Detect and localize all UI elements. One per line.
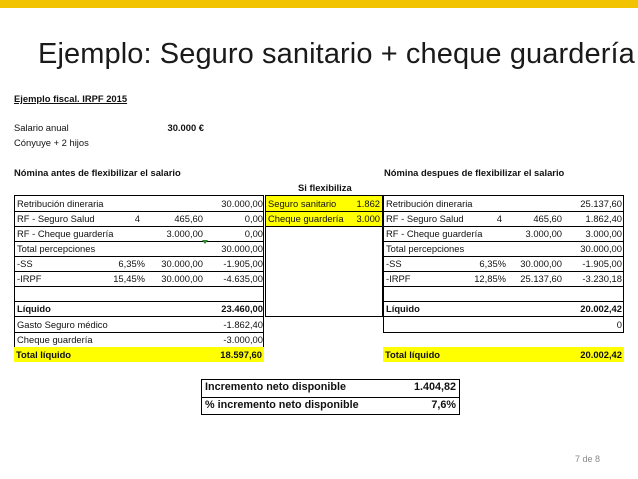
left-row-base: 465,60 xyxy=(174,213,203,224)
gasto-right-value: 0 xyxy=(616,319,622,330)
left-total-value: 18.597,60 xyxy=(220,349,262,360)
slide-title: Ejemplo: Seguro sanitario + cheque guardería xyxy=(38,38,635,70)
left-row-value: 0,00 xyxy=(244,213,263,224)
right-row-value: -1.905,00 xyxy=(582,258,622,269)
right-row-label: -SS xyxy=(386,258,402,269)
left-row-rate: 6,35% xyxy=(118,258,145,269)
left-liquido-value: 23.460,00 xyxy=(221,303,263,314)
right-row-value: 25.137,60 xyxy=(580,198,622,209)
left-row-label: Total percepciones xyxy=(17,243,96,254)
right-row-rate: 6,35% xyxy=(479,258,506,269)
left-row-value: 0,00 xyxy=(244,228,263,239)
summary-label: Incremento neto disponible xyxy=(205,381,346,393)
mid-table xyxy=(265,195,383,317)
left-liquido-label: Líquido xyxy=(17,303,51,314)
mid-row-value: 1.862 xyxy=(348,196,382,211)
salary-value: 30.000 € xyxy=(167,122,204,133)
right-row-rate: 12,85% xyxy=(474,273,506,284)
left-row-rate: 15,45% xyxy=(113,273,145,284)
cell-comment-marker xyxy=(202,240,208,244)
mid-row-label: Cheque guardería xyxy=(266,212,348,226)
right-liquido-label: Líquido xyxy=(386,303,420,314)
right-row-value: 1.862,40 xyxy=(585,213,622,224)
sheet-heading: Ejemplo fiscal. IRPF 2015 xyxy=(14,93,128,104)
right-row-value: -3.230,18 xyxy=(582,273,622,284)
mid-row-value: 3.000 xyxy=(348,212,382,226)
left-row-base: 3.000,00 xyxy=(166,228,203,239)
left-row-base: 30.000,00 xyxy=(161,273,203,284)
right-table xyxy=(383,195,624,317)
accent-bar xyxy=(0,0,638,8)
page-number: 7 de 8 xyxy=(574,454,600,464)
right-row-label: RF - Cheque guardería xyxy=(386,228,483,239)
left-row-value: 30.000,00 xyxy=(221,243,263,254)
left-row-label: RF - Cheque guardería xyxy=(17,228,114,239)
left-deductions xyxy=(14,317,264,348)
cheque-value: -3.000,00 xyxy=(223,334,263,345)
salary-label: Salario anual xyxy=(14,122,69,133)
right-row-label: Retribución dineraria xyxy=(386,198,473,209)
left-row-label: RF - Seguro Salud xyxy=(17,213,95,224)
left-row-value: -4.635,00 xyxy=(223,273,263,284)
summary-box xyxy=(201,379,460,415)
right-row-label: Total percepciones xyxy=(386,243,465,254)
right-row-value: 3.000,00 xyxy=(585,228,622,239)
right-row-base: 30.000,00 xyxy=(520,258,562,269)
left-row-label: -IRPF xyxy=(17,273,42,284)
right-deductions xyxy=(383,317,624,333)
left-row-base: 30.000,00 xyxy=(161,258,203,269)
left-total-label: Total líquido xyxy=(16,349,72,360)
right-row-label: -IRPF xyxy=(386,273,411,284)
right-row-value: 30.000,00 xyxy=(580,243,622,254)
summary-value: 1.404,82 xyxy=(413,381,456,393)
gasto-value: -1.862,40 xyxy=(223,319,263,330)
right-row-base: 465,60 xyxy=(533,213,562,224)
right-row-label: RF - Seguro Salud xyxy=(386,213,464,224)
mid-header: Si flexibiliza xyxy=(298,182,352,193)
right-total-value: 20.002,42 xyxy=(580,349,622,360)
cheque-label: Cheque guardería xyxy=(17,334,93,345)
left-total-row xyxy=(14,347,264,362)
right-row-base: 3.000,00 xyxy=(525,228,562,239)
family-text: Cónyuye + 2 hijos xyxy=(14,137,89,148)
left-header: Nómina antes de flexibilizar el salario xyxy=(14,167,181,178)
right-total-label: Total líquido xyxy=(385,349,441,360)
right-liquido-value: 20.002,42 xyxy=(580,303,622,314)
left-row-label: Retribución dineraria xyxy=(17,198,104,209)
right-total-row xyxy=(383,347,624,362)
left-row-qty: 4 xyxy=(134,213,140,224)
mid-row-label: Seguro sanitario xyxy=(266,196,348,211)
gasto-label: Gasto Seguro médico xyxy=(17,319,108,330)
right-row-base: 25.137,60 xyxy=(520,273,562,284)
left-row-value: 30.000,00 xyxy=(221,198,263,209)
left-row-label: -SS xyxy=(17,258,33,269)
right-row-qty: 4 xyxy=(496,213,502,224)
summary-label: % incremento neto disponible xyxy=(205,399,359,411)
left-row-value: -1.905,00 xyxy=(223,258,263,269)
left-table xyxy=(14,195,264,317)
summary-value: 7,6% xyxy=(431,399,456,411)
right-header: Nómina despues de flexibilizar el salario xyxy=(384,167,565,178)
